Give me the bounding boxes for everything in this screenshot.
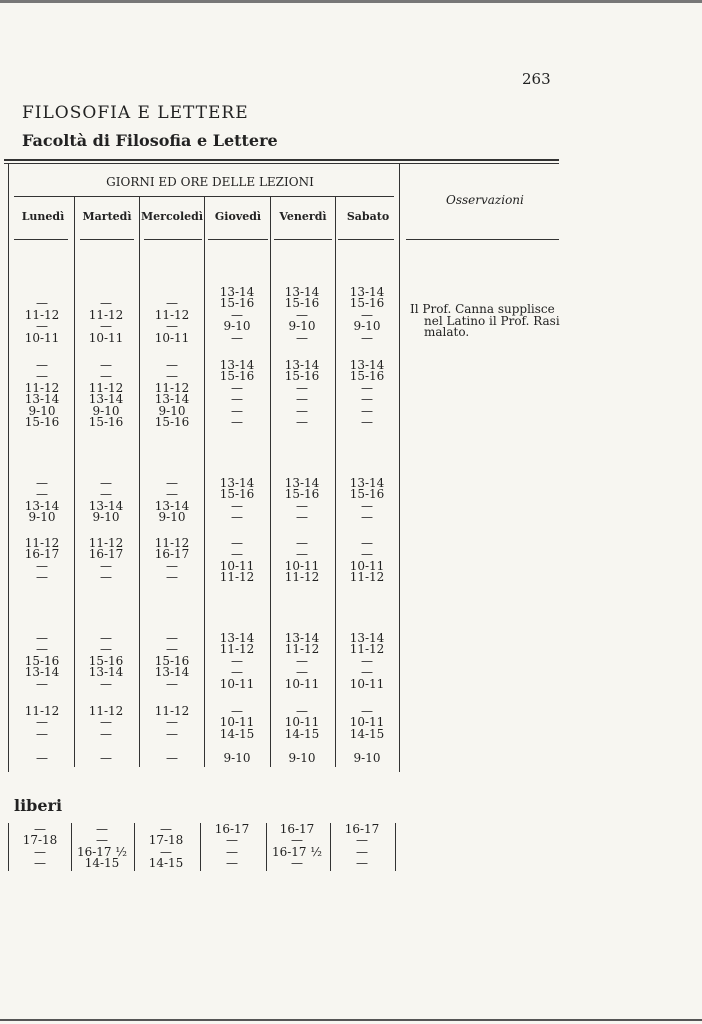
time-cell: 11-12 <box>88 704 124 718</box>
time-cell: 14-15 <box>84 856 120 871</box>
time-cell: — <box>36 369 48 384</box>
time-cell: 15-16 <box>219 369 255 384</box>
time-cell: 13-14 <box>24 665 60 680</box>
time-cell: 13-14 <box>219 631 255 645</box>
schedule-group-4-column-4 <box>271 633 333 690</box>
observations-header-rule <box>406 239 559 240</box>
time-cell: 10-11 <box>219 558 255 573</box>
time-cell: — <box>100 570 112 585</box>
time-cell: — <box>166 751 178 765</box>
schedule-group-1-column-4 <box>271 360 333 428</box>
time-cell: 9-10 <box>288 751 316 765</box>
time-cell: — <box>166 642 178 657</box>
time-cell: — <box>361 510 373 525</box>
time-cell: — <box>361 380 373 395</box>
time-cell: 11-12 <box>219 570 255 585</box>
time-cell: — <box>231 547 243 562</box>
time-cell: — <box>166 358 178 372</box>
schedule-group-5-column-3 <box>206 706 268 740</box>
time-cell: 13-14 <box>349 285 385 299</box>
time-cell: — <box>100 319 112 334</box>
time-cell: — <box>36 558 48 573</box>
time-cell: 16-17 <box>344 822 380 836</box>
time-cell: — <box>36 358 48 372</box>
group-header: GIORNI ED ORE DELLE LEZIONI <box>106 175 314 189</box>
time-cell: 9-10 <box>158 510 186 525</box>
time-cell: 10-11 <box>88 330 124 345</box>
schedule-group-2-column-0 <box>11 478 73 524</box>
time-cell: 13-14 <box>349 358 385 372</box>
time-cell: — <box>231 392 243 407</box>
time-cell: — <box>166 715 178 730</box>
time-cell: 13-14 <box>284 631 320 645</box>
time-cell: — <box>231 536 243 550</box>
time-cell: — <box>361 498 373 513</box>
schedule-group-0-column-3 <box>206 287 268 344</box>
time-cell: 13-14 <box>154 498 190 513</box>
schedule-group-2-column-4 <box>271 478 333 524</box>
schedule-group-5-column-1 <box>75 706 137 740</box>
time-cell: — <box>100 751 112 765</box>
time-cell: — <box>291 856 303 871</box>
time-cell: 11-12 <box>349 642 385 657</box>
time-cell: 17-18 <box>22 833 58 848</box>
time-cell: — <box>296 665 308 680</box>
time-cell: 11-12 <box>154 307 190 322</box>
page-bottom-edge <box>0 1019 702 1021</box>
schedule-group-1-column-3 <box>206 360 268 428</box>
time-cell: 9-10 <box>92 403 120 418</box>
time-cell: — <box>36 487 48 502</box>
column-divider <box>399 164 400 772</box>
day-header-rule <box>338 239 394 240</box>
time-cell: — <box>231 653 243 668</box>
time-cell: 13-14 <box>88 665 124 680</box>
time-cell: 13-14 <box>349 476 385 490</box>
time-cell: 17-18 <box>148 833 184 848</box>
schedule-group-5-column-5 <box>336 706 398 740</box>
time-cell: 9-10 <box>353 751 381 765</box>
time-cell: — <box>160 822 172 836</box>
time-cell: — <box>231 307 243 322</box>
time-cell: — <box>361 704 373 718</box>
schedule-group-2-column-1 <box>75 478 137 524</box>
time-cell: — <box>296 653 308 668</box>
observation-note-line: malato. <box>424 325 470 339</box>
schedule-group-6-column-2 <box>141 753 203 764</box>
time-cell: 11-12 <box>24 307 60 322</box>
time-cell: — <box>166 631 178 645</box>
schedule-group-6-column-3 <box>206 753 268 764</box>
time-cell: — <box>361 414 373 429</box>
time-cell: 9-10 <box>288 319 316 334</box>
schedule-group-2-column-3 <box>206 478 268 524</box>
schedule-group-1-column-5 <box>336 360 398 428</box>
time-cell: — <box>36 319 48 334</box>
time-cell: 13-14 <box>284 285 320 299</box>
time-cell: 13-14 <box>154 665 190 680</box>
schedule-group-0-column-0 <box>11 287 73 344</box>
time-cell: — <box>361 330 373 345</box>
time-cell: 15-16 <box>88 653 124 668</box>
time-cell: — <box>166 319 178 334</box>
time-cell: 10-11 <box>284 715 320 730</box>
time-cell: — <box>226 833 238 848</box>
time-cell: — <box>296 307 308 322</box>
time-cell: 14-15 <box>148 856 184 871</box>
schedule-group-2-column-5 <box>336 478 398 524</box>
time-cell: — <box>100 642 112 657</box>
time-cell: — <box>166 487 178 502</box>
time-cell: 16-17 <box>88 547 124 562</box>
schedule-group-5-column-0 <box>11 706 73 740</box>
day-header-thursday: Giovedì <box>214 210 262 223</box>
time-cell: — <box>291 833 303 848</box>
time-cell: — <box>356 833 368 848</box>
time-cell: 15-16 <box>219 487 255 502</box>
time-cell: — <box>36 296 48 311</box>
time-cell: — <box>160 844 172 859</box>
time-cell: — <box>361 547 373 562</box>
time-cell: 13-14 <box>88 392 124 407</box>
time-cell: — <box>100 487 112 502</box>
time-cell: — <box>231 498 243 513</box>
time-cell: — <box>166 296 178 311</box>
time-cell: 11-12 <box>154 704 190 718</box>
time-cell: — <box>361 307 373 322</box>
time-cell: 10-11 <box>284 558 320 573</box>
time-cell: — <box>36 570 48 585</box>
time-cell: — <box>296 380 308 395</box>
time-cell: 10-11 <box>219 676 255 691</box>
schedule-group-3-column-4 <box>271 538 333 584</box>
time-cell: — <box>226 844 238 859</box>
time-cell: 15-16 <box>219 296 255 311</box>
time-cell: 16-17 ½ <box>271 844 323 859</box>
time-cell: 11-12 <box>24 704 60 718</box>
time-cell: 13-14 <box>24 392 60 407</box>
column-divider <box>139 197 140 767</box>
page-top-edge <box>0 0 702 3</box>
schedule-group-1-column-2 <box>141 360 203 428</box>
time-cell: 9-10 <box>28 510 56 525</box>
time-cell: — <box>296 392 308 407</box>
observation-note-line: nel Latino il Prof. Rasi <box>424 313 560 328</box>
time-cell: 11-12 <box>88 536 124 550</box>
time-cell: — <box>34 844 46 859</box>
time-cell: — <box>36 476 48 490</box>
time-cell: 13-14 <box>284 476 320 490</box>
day-header-friday: Venerdì <box>279 210 327 223</box>
schedule-group-5-column-4 <box>271 706 333 740</box>
time-cell: 15-16 <box>24 653 60 668</box>
day-header-wednesday: Mercoledì <box>140 210 204 223</box>
time-cell: 9-10 <box>223 319 251 334</box>
time-cell: — <box>231 330 243 345</box>
time-cell: — <box>100 476 112 490</box>
time-cell: — <box>100 369 112 384</box>
time-cell: — <box>166 570 178 585</box>
time-cell: — <box>36 751 48 765</box>
schedule-group-3-column-5 <box>336 538 398 584</box>
time-cell: 11-12 <box>154 536 190 550</box>
time-cell: 11-12 <box>284 642 320 657</box>
time-cell: — <box>100 558 112 573</box>
liberi-column-0 <box>9 824 71 870</box>
time-cell: — <box>36 726 48 741</box>
time-cell: — <box>166 726 178 741</box>
time-cell: 15-16 <box>349 487 385 502</box>
day-header-rule <box>274 239 332 240</box>
observations-header: Osservazioni <box>446 193 524 207</box>
time-cell: 14-15 <box>284 726 320 741</box>
time-cell: 9-10 <box>353 319 381 334</box>
time-cell: — <box>36 642 48 657</box>
day-header-rule <box>14 239 68 240</box>
time-cell: — <box>231 510 243 525</box>
liberi-column-3 <box>201 824 263 870</box>
time-cell: — <box>100 715 112 730</box>
time-cell: — <box>96 822 108 836</box>
time-cell: 11-12 <box>349 570 385 585</box>
table-top-rule <box>4 159 559 161</box>
time-cell: — <box>96 833 108 848</box>
table-top-rule-thin <box>4 163 559 164</box>
schedule-group-6-column-0 <box>11 753 73 764</box>
schedule-group-0-column-1 <box>75 287 137 344</box>
time-cell: 15-16 <box>284 296 320 311</box>
schedule-group-3-column-1 <box>75 538 137 584</box>
page-number: 263 <box>522 70 551 88</box>
time-cell: 13-14 <box>24 498 60 513</box>
time-cell: 15-16 <box>154 653 190 668</box>
liberi-divider <box>395 823 396 871</box>
time-cell: 11-12 <box>24 380 60 395</box>
time-cell: 11-12 <box>154 380 190 395</box>
liberi-column-4 <box>266 824 328 870</box>
time-cell: — <box>296 330 308 345</box>
time-cell: — <box>100 676 112 691</box>
day-header-rule <box>80 239 134 240</box>
schedule-group-0-column-4 <box>271 287 333 344</box>
time-cell: — <box>231 380 243 395</box>
schedule-group-0-column-2 <box>141 287 203 344</box>
time-cell: 15-16 <box>349 296 385 311</box>
liberi-label: liberi <box>14 796 63 815</box>
time-cell: 10-11 <box>154 330 190 345</box>
time-cell: 9-10 <box>158 403 186 418</box>
time-cell: — <box>100 358 112 372</box>
time-cell: — <box>296 498 308 513</box>
time-cell: — <box>226 856 238 871</box>
liberi-column-1 <box>71 824 133 870</box>
time-cell: 11-12 <box>219 642 255 657</box>
time-cell: 10-11 <box>349 715 385 730</box>
day-header-saturday: Sabato <box>346 210 390 223</box>
time-cell: 11-12 <box>24 536 60 550</box>
time-cell: 15-16 <box>24 414 60 429</box>
time-cell: — <box>296 547 308 562</box>
schedule-group-6-column-4 <box>271 753 333 764</box>
time-cell: 11-12 <box>88 380 124 395</box>
time-cell: — <box>36 715 48 730</box>
column-divider <box>8 164 9 772</box>
time-cell: 16-17 <box>214 822 250 836</box>
time-cell: — <box>231 704 243 718</box>
observation-note-line: Il Prof. Canna supplisce <box>410 302 555 316</box>
time-cell: 13-14 <box>219 358 255 372</box>
schedule-group-2-column-2 <box>141 478 203 524</box>
time-cell: — <box>361 665 373 680</box>
schedule-group-1-column-1 <box>75 360 137 428</box>
time-cell: 9-10 <box>28 403 56 418</box>
time-cell: — <box>296 536 308 550</box>
time-cell: 13-14 <box>88 498 124 513</box>
time-cell: 15-16 <box>88 414 124 429</box>
liberi-column-2 <box>135 824 197 870</box>
time-cell: — <box>296 414 308 429</box>
time-cell: 14-15 <box>219 726 255 741</box>
schedule-group-4-column-3 <box>206 633 268 690</box>
time-cell: 14-15 <box>349 726 385 741</box>
time-cell: — <box>100 296 112 311</box>
time-cell: — <box>166 369 178 384</box>
time-cell: — <box>34 856 46 871</box>
time-cell: — <box>296 403 308 418</box>
time-cell: 16-17 <box>24 547 60 562</box>
schedule-group-6-column-1 <box>75 753 137 764</box>
time-cell: 16-17 <box>279 822 315 836</box>
column-divider <box>204 197 205 767</box>
time-cell: 9-10 <box>92 510 120 525</box>
time-cell: — <box>356 856 368 871</box>
schedule-group-1-column-0 <box>11 360 73 428</box>
schedule-group-6-column-5 <box>336 753 398 764</box>
schedule-group-3-column-0 <box>11 538 73 584</box>
time-cell: — <box>100 726 112 741</box>
faculty-subheading: Facoltà di Filosofia e Lettere <box>22 131 278 150</box>
day-header-tuesday: Martedì <box>82 210 132 223</box>
time-cell: 10-11 <box>284 676 320 691</box>
time-cell: 11-12 <box>284 570 320 585</box>
time-cell: — <box>36 631 48 645</box>
schedule-group-5-column-2 <box>141 706 203 740</box>
time-cell: — <box>166 676 178 691</box>
time-cell: — <box>361 536 373 550</box>
time-cell: 15-16 <box>284 487 320 502</box>
schedule-group-3-column-2 <box>141 538 203 584</box>
time-cell: 11-12 <box>88 307 124 322</box>
time-cell: — <box>34 822 46 836</box>
time-cell: 10-11 <box>349 676 385 691</box>
day-header-rule <box>208 239 268 240</box>
time-cell: — <box>231 403 243 418</box>
schedule-group-4-column-1 <box>75 633 137 690</box>
schedule-group-3-column-3 <box>206 538 268 584</box>
time-cell: 15-16 <box>284 369 320 384</box>
time-cell: — <box>166 476 178 490</box>
time-cell: 10-11 <box>24 330 60 345</box>
liberi-column-5 <box>331 824 393 870</box>
observation-note <box>410 304 560 339</box>
time-cell: 13-14 <box>219 285 255 299</box>
time-cell: — <box>296 510 308 525</box>
schedule-group-4-column-5 <box>336 633 398 690</box>
time-cell: — <box>356 844 368 859</box>
section-heading: FILOSOFIA E LETTERE <box>22 103 249 123</box>
time-cell: — <box>361 653 373 668</box>
day-header-rule <box>144 239 202 240</box>
time-cell: — <box>36 676 48 691</box>
time-cell: — <box>231 665 243 680</box>
time-cell: 9-10 <box>223 751 251 765</box>
day-header-monday: Lunedì <box>21 210 65 223</box>
schedule-group-4-column-2 <box>141 633 203 690</box>
time-cell: 16-17 <box>154 547 190 562</box>
time-cell: 15-16 <box>154 414 190 429</box>
time-cell: 13-14 <box>219 476 255 490</box>
time-cell: — <box>166 558 178 573</box>
time-cell: — <box>231 414 243 429</box>
time-cell: 10-11 <box>219 715 255 730</box>
time-cell: 13-14 <box>349 631 385 645</box>
time-cell: 13-14 <box>154 392 190 407</box>
time-cell: — <box>361 392 373 407</box>
schedule-group-4-column-0 <box>11 633 73 690</box>
time-cell: — <box>361 403 373 418</box>
time-cell: — <box>100 631 112 645</box>
time-cell: — <box>296 704 308 718</box>
time-cell: 15-16 <box>349 369 385 384</box>
time-cell: 13-14 <box>284 358 320 372</box>
time-cell: 10-11 <box>349 558 385 573</box>
time-cell: 16-17 ½ <box>76 844 128 859</box>
schedule-group-0-column-5 <box>336 287 398 344</box>
